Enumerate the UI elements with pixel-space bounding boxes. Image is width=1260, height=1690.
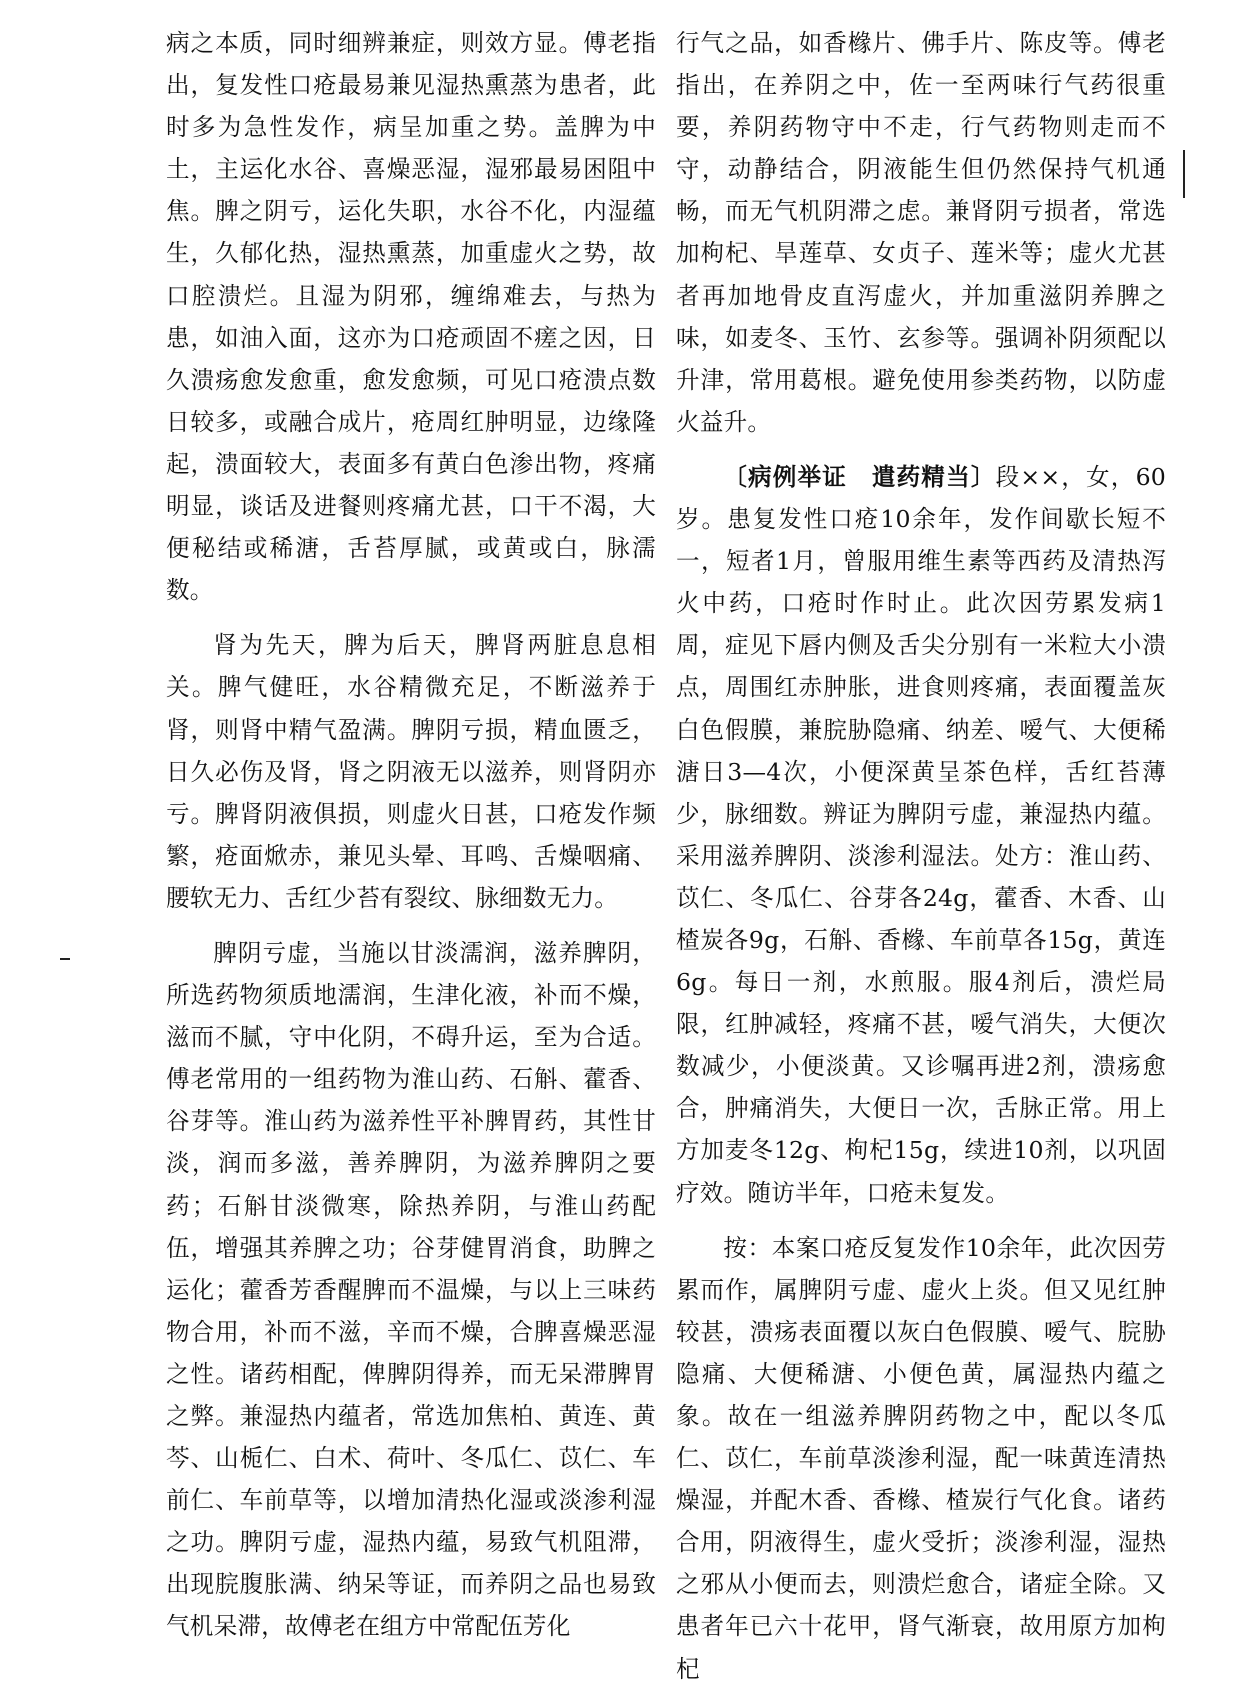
- margin-mark: [60, 958, 70, 960]
- right-paragraph-1: 行气之品，如香橼片、佛手片、陈皮等。傅老指出，在养阴之中，佐一至两味行气药很重要，养阴药物守中不走，行气药物则走而不守，动静结合，阴液能生但仍然保持气机通畅，而无气机阴滞之虑。兼肾阴亏损者，常选加枸杞、旱莲草、女贞子、莲米等；虚火尤甚者再加地骨皮直泻虚火，并加重滋阴养脾之味，如麦冬、玉竹、玄参等。强调补阴须配以升津，常用葛根。避免使用参类药物，以防虚火益升。: [676, 29, 1166, 436]
- right-paragraph-3: 按：本案口疮反复发作10余年，此次因劳累而作，属脾阴亏虚、虚火上炎。但又见红肿较甚，溃疡表面覆以灰白色假膜、嗳气、脘胁隐痛、大便稀溏、小便色黄，属湿热内蕴之象。故在一组滋养脾阴药物之中，配以冬瓜仁、苡仁，车前草淡渗利湿，配一味黄连清热燥湿，并配木香、香橼、楂炭行气化食。诸药合用，阴液得生，虚火受折；淡渗利湿，湿热之邪从小便而去，则溃烂愈合，诸症全除。又患者年已六十花甲，肾气渐衰，故用原方加枸杞: [676, 1233, 1166, 1683]
- left-paragraph-3: 脾阴亏虚，当施以甘淡濡润，滋养脾阴，所选药物须质地濡润，生津化液，补而不燥，滋而不腻，守中化阴，不碍升运，至为合适。傅老常用的一组药物为淮山药、石斛、藿香、谷芽等。淮山药为滋养性平补脾胃药，其性甘淡，润而多滋，善养脾阴，为滋养脾阴之要药；石斛甘淡微寒，除热养阴，与淮山药配伍，增强其养脾之功；谷芽健胃消食，助脾之运化；藿香芳香醒脾而不温燥，与以上三味药物合用，补而不滋，辛而不燥，合脾喜燥恶湿之性。诸药相配，俾脾阴得养，而无呆滞脾胃之弊。兼湿热内蕴者，常选加焦柏、黄连、黄芩、山栀仁、白术、荷叶、冬瓜仁、苡仁、车前仁、车前草等，以增加清热化湿或淡渗利湿之功。脾阴亏虚，湿热内蕴，易致气机阻滞，出现脘腹胀满、纳呆等证，而养阴之品也易致气机呆滞，故傅老在组方中常配伍芳化: [166, 938, 656, 1641]
- left-column: [166, 22, 656, 1648]
- case-paragraph: [676, 456, 1166, 1214]
- left-paragraph-1: 病之本质，同时细辨兼症，则效方显。傅老指出，复发性口疮最易兼见湿热熏蒸为患者，此时多为急性发作，病呈加重之势。盖脾为中土，主运化水谷、喜燥恶湿，湿邪最易困阻中焦。脾之阴亏，运化失职，水谷不化，内湿蕴生，久郁化热，湿热熏蒸，加重虚火之势，故口腔溃烂。且湿为阴邪，缠绵难去，与热为患，如油入面，这亦为口疮顽固不瘥之因，日久溃疡愈发愈重，愈发愈频，可见口疮溃点数日较多，或融合成片，疮周红肿明显，边缘隆起，溃面较大，表面多有黄白色渗出物，疼痛明显，谈话及进餐则疼痛尤甚，口干不渴，大便秘结或稀溏，舌苔厚腻，或黄或白，脉濡数。: [166, 29, 656, 605]
- margin-bar: [1183, 150, 1185, 198]
- right-column: [676, 22, 1166, 1690]
- left-paragraph-2: 肾为先天，脾为后天，脾肾两脏息息相关。脾气健旺，水谷精微充足，不断滋养于肾，则肾中精气盈满。脾阴亏损，精血匮乏，日久必伤及肾，肾之阴液无以滋养，则肾阴亦亏。脾肾阴液俱损，则虚火日甚，口疮发作频繁，疮面焮赤，兼见头晕、耳鸣、舌燥咽痛、腰软无力、舌红少苔有裂纹、脉细数无力。: [166, 631, 656, 912]
- case-heading: 〔病例举证 遣药精当〕: [723, 462, 996, 491]
- case-text: 段××，女，60岁。患复发性口疮10余年，发作间歇长短不一，短者1月，曾服用维生素等西药及清热泻火中药，口疮时作时止。此次因劳累发病1周，症见下唇内侧及舌尖分别有一米粒大小溃点，周围红赤肿胀，进食则疼痛，表面覆盖灰白色假膜，兼脘胁隐痛、纳差、嗳气、大便稀溏日3—4次，小便深黄呈茶色样，舌红苔薄少，脉细数。辨证为脾阴亏虚，兼湿热内蕴。采用滋养脾阴、淡渗利湿法。处方：淮山药、苡仁、冬瓜仁、谷芽各24g，藿香、木香、山楂炭各9g，石斛、香橼、车前草各15g，黄连6g。每日一剂，水煎服。服4剂后，溃烂局限，红肿减轻，疼痛不甚，嗳气消失，大便次数减少，小便淡黄。又诊嘱再进2剂，溃疡愈合，肿痛消失，大便日一次，舌脉正常。用上方加麦冬12g、枸杞15g，续进10剂，以巩固疗效。随访半年，口疮未复发。: [676, 462, 1166, 1207]
